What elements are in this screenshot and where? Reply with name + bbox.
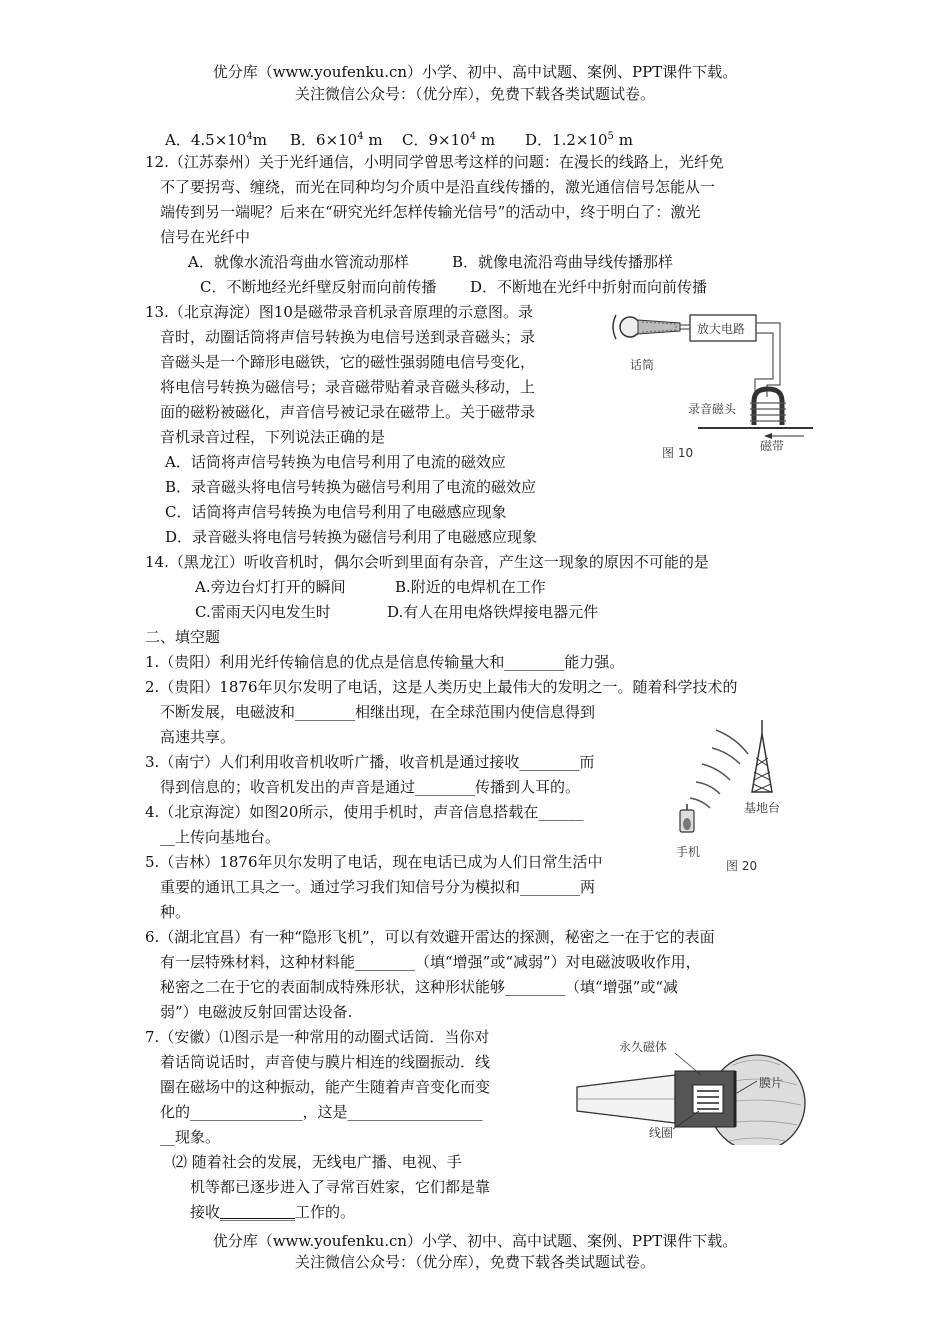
q14-line-1: 14.（黑龙江）听收音机时，偶尔会听到里面有杂音，产生这一现象的原因不可能的是 bbox=[145, 553, 709, 571]
q11-option-c: C．$9\times 10^4$ m bbox=[402, 131, 496, 149]
q12-line-1: 12.（江苏泰州）关于光纤通信，小明同学曾思考这样的问题：在漫长的线路上，光纤免 bbox=[145, 153, 724, 171]
section-2-heading: 二、填空题 bbox=[145, 628, 221, 646]
fig10-label-tape: 磁带 bbox=[760, 439, 785, 453]
figure-microphone-diagram bbox=[575, 1035, 815, 1145]
fill-7-line-7: 机等都已逐步进入了寻常百姓家，它们都是靠 bbox=[190, 1178, 491, 1196]
q14-option-d: D.有人在用电烙铁焊接电器元件 bbox=[387, 603, 599, 621]
fig10-label-mic: 话筒 bbox=[630, 358, 655, 372]
mic-fig-label-diaphragm: 膜片 bbox=[759, 1076, 784, 1090]
fill-7-line-2: 着话筒说话时，声音使与膜片相连的线圈振动．线 bbox=[160, 1053, 491, 1071]
q13-line-1: 13.（北京海淀）图10是磁带录音机录音原理的示意图。录 bbox=[145, 303, 533, 321]
q11-option-a: A．$4.5\times 10^4m$ bbox=[165, 131, 267, 149]
q14-option-b: B.附近的电焊机在工作 bbox=[395, 578, 546, 596]
q14-option-c: C.雷雨天闪电发生时 bbox=[195, 603, 331, 621]
figure-10-recorder-diagram bbox=[608, 305, 823, 465]
fig20-caption: 图 20 bbox=[726, 859, 758, 873]
q12-line-4: 信号在光纤中 bbox=[160, 228, 251, 246]
footer-line-2: 关注微信公众号：（优分库），免费下载各类试题试卷。 bbox=[294, 1253, 655, 1271]
fill-5-line-3: 种。 bbox=[160, 903, 191, 921]
q12-option-a: A．就像水流沿弯曲水管流动那样 bbox=[188, 253, 409, 271]
fill-1-line-1: 1.（贵阳）利用光纤传输信息的优点是信息传输量大和________能力强。 bbox=[145, 653, 625, 671]
mic-fig-label-magnet: 永久磁体 bbox=[619, 1040, 668, 1054]
footer-line-1: 优分库（www.youfenku.cn）小学、初中、高中试题、案例、PPT课件下载。 bbox=[212, 1232, 738, 1250]
mic-fig-label-coil: 线圈 bbox=[649, 1126, 674, 1140]
header-line-2: 关注微信公众号：（优分库），免费下载各类试题试卷。 bbox=[294, 85, 655, 103]
q13-option-a: A．话筒将声信号转换为电信号利用了电流的磁效应 bbox=[165, 453, 506, 471]
q12-line-2: 不了要拐弯、缠绕，而光在同种均匀介质中是沿直线传播的，激光通信信号怎能从一 bbox=[160, 178, 716, 196]
q13-line-2: 音时，动圈话筒将声信号转换为电信号送到录音磁头；录 bbox=[160, 328, 536, 346]
fill-4-line-2: __上传向基地台。 bbox=[160, 828, 281, 846]
microphone-handle-icon bbox=[577, 1075, 675, 1123]
fig10-label-amp: 放大电路 bbox=[697, 322, 746, 336]
fill-6-line-1: 6.（湖北宜昌）有一种“隐形飞机”，可以有效避开雷达的探测，秘密之一在于它的表面 bbox=[145, 928, 715, 946]
fill-7-line-6: ⑵ 随着社会的发展，无线电广播、电视、手 bbox=[172, 1153, 462, 1171]
fill-4-line-1: 4.（北京海淀）如图20所示，使用手机时，声音信息搭载在______ bbox=[145, 803, 584, 821]
fill-3-line-2: 得到信息的；收音机发出的声音是通过________传播到人耳的。 bbox=[160, 778, 581, 796]
mobile-phone-icon bbox=[680, 804, 694, 832]
fill-7-line-5: __现象。 bbox=[160, 1128, 221, 1146]
base-station-tower-icon bbox=[752, 720, 772, 792]
fill-6-line-4: 弱”）电磁波反射回雷达设备. bbox=[160, 1003, 353, 1021]
recording-head-icon bbox=[750, 389, 786, 425]
magnet-coil-icon bbox=[675, 1071, 735, 1127]
q13-line-6: 音机录音过程，下列说法正确的是 bbox=[160, 428, 386, 446]
q13-line-3: 音磁头是一个蹄形电磁铁，它的磁性强弱随电信号变化， bbox=[160, 353, 536, 371]
q13-line-4: 将电信号转换为磁信号；录音磁带贴着录音磁头移动，上 bbox=[160, 378, 536, 396]
q12-option-c: C．不断地经光纤壁反射而向前传播 bbox=[200, 278, 437, 296]
q13-option-b: B．录音磁头将电信号转换为磁信号利用了电流的磁效应 bbox=[165, 478, 537, 496]
figure-20-cellphone-diagram bbox=[668, 710, 798, 880]
fill-6-line-3: 秘密之二在于它的表面制成特殊形状，这种形状能够________（填“增强”或“减 bbox=[160, 978, 679, 996]
q11-option-d: D．$1.2\times 10^5$ m bbox=[525, 131, 633, 149]
fill-3-line-1: 3.（南宁）人们利用收音机收听广播，收音机是通过接收________而 bbox=[145, 753, 595, 771]
fig20-label-base: 基地台 bbox=[744, 801, 781, 815]
fill-6-line-2: 有一层特殊材料，这种材料能________（填“增强”或“减弱”）对电磁波吸收作用， bbox=[160, 953, 701, 971]
fig10-label-head: 录音磁头 bbox=[688, 402, 737, 416]
q14-option-a: A.旁边台灯打开的瞬间 bbox=[195, 578, 346, 596]
header-line-1: 优分库（www.youfenku.cn）小学、初中、高中试题、案例、PPT课件下载。 bbox=[212, 63, 738, 81]
q12-option-d: D．不断地在光纤中折射而向前传播 bbox=[470, 278, 708, 296]
q12-option-b: B．就像电流沿弯曲导线传播那样 bbox=[452, 253, 674, 271]
fill-7-line-8: 接收__________工作的。 bbox=[190, 1203, 356, 1221]
fill-2-line-3: 高速共享。 bbox=[160, 728, 236, 746]
q13-option-d: D．录音磁头将电信号转换为磁信号利用了电磁感应现象 bbox=[165, 528, 538, 546]
q12-line-3: 端传到另一端呢？后来在“研究光纤怎样传输光信号”的活动中，终于明白了：激光 bbox=[160, 203, 701, 221]
fill-5-line-1: 5.（吉林）1876年贝尔发明了电话，现在电话已成为人们日常生活中 bbox=[145, 853, 603, 871]
fig20-label-phone: 手机 bbox=[676, 845, 701, 859]
q11-option-b: B．$6\times 10^4$ m bbox=[290, 131, 383, 149]
fill-7-line-3: 圈在磁场中的这种振动，能产生随着声音变化而变 bbox=[160, 1078, 491, 1096]
fill-5-line-2: 重要的通讯工具之一。通过学习我们知信号分为模拟和________两 bbox=[160, 878, 596, 896]
fill-7-line-1: 7.（安徽）⑴图示是一种常用的动圈式话筒．当你对 bbox=[145, 1028, 490, 1046]
fig10-caption: 图 10 bbox=[662, 446, 694, 460]
q13-option-c: C．话筒将声信号转换为电信号利用了电磁感应现象 bbox=[165, 503, 507, 521]
fill-2-line-2: 不断发展，电磁波和________相继出现，在全球范围内使信息得到 bbox=[160, 703, 596, 721]
microphone-icon bbox=[613, 315, 680, 339]
q13-line-5: 面的磁粉被磁化，声音信号被记录在磁带上。关于磁带录 bbox=[160, 403, 536, 421]
fill-7-line-4: 化的_______________，这是__________________ bbox=[160, 1103, 483, 1121]
radio-wave-icon bbox=[690, 730, 748, 808]
fill-2-line-1: 2.（贵阳）1876年贝尔发明了电话，这是人类历史上最伟大的发明之一。随着科学技术的 bbox=[145, 678, 738, 696]
